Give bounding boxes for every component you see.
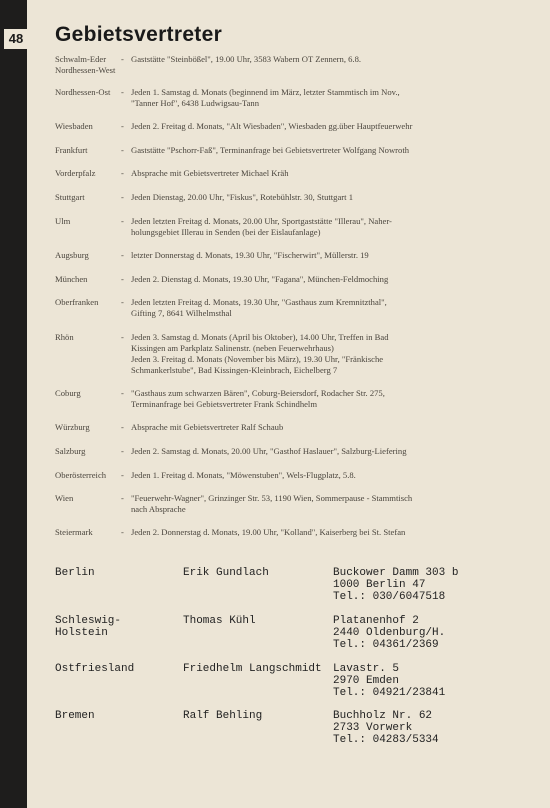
meeting-description: Absprache mit Gebietsvertreter Michael Kräh [131, 168, 289, 178]
meeting-dash: - [121, 216, 124, 226]
meeting-region: Oberfranken [55, 297, 99, 307]
contact-entry [55, 567, 545, 615]
contact-city: 2440 Oldenburg/H. [333, 627, 446, 639]
meeting-region: Stuttgart [55, 192, 85, 202]
contact-phone: Tel.: 04361/2369 [333, 639, 439, 651]
contact-address [333, 615, 445, 651]
meeting-row [55, 446, 543, 457]
meeting-description: Absprache mit Gebietsvertreter Ralf Schaub [131, 422, 284, 432]
meeting-row [55, 145, 543, 156]
contact-list [55, 567, 545, 758]
meeting-description: Gaststätte "Pschorr-Faß", Terminanfrage bei Gebietsvertreter Wolfgang Nowroth [131, 145, 409, 155]
meeting-region: Nordhessen-Ost [55, 87, 111, 97]
meeting-description: Gaststätte "Steinbößel", 19.00 Uhr, 3583 Wabern OT Zennern, 6.8. [131, 54, 362, 64]
meeting-region: Steiermark [55, 527, 93, 537]
contact-region: Ostfriesland [55, 663, 135, 675]
meeting-row [55, 250, 543, 261]
meeting-dash: - [121, 422, 124, 432]
meeting-region: Wiesbaden [55, 121, 93, 131]
meeting-description: Jeden 3. Samstag d. Monats (April bis Oktober), 14.00 Uhr, Treffen in Bad Kissingen am Parkplatz Salinenstr. (neben Feuerwehrhaus) Jeden 3. Freitag d. Monats (November bis März), 19.30 Uhr, "Fränkische Schmankerlstube", Bad Kissingen-Kleinbrach, Eichelberg 7 [131, 332, 389, 375]
meeting-dash: - [121, 527, 124, 537]
meeting-row [55, 216, 543, 238]
contact-entry [55, 615, 545, 663]
page-spine [0, 0, 27, 808]
meeting-description: Jeden 2. Samstag d. Monats, 20.00 Uhr, "Gasthof Haslauer", Salzburg-Liefering [131, 446, 407, 456]
contact-region: Bremen [55, 710, 95, 722]
meeting-row [55, 388, 543, 410]
contact-street: Buchholz Nr. 62 [333, 710, 433, 722]
meeting-region: Vorderpfalz [55, 168, 96, 178]
contact-phone: Tel.: 030/6047518 [333, 591, 446, 603]
contact-name: Thomas Kühl [183, 615, 256, 627]
meeting-row [55, 297, 543, 319]
meeting-region: Oberösterreich [55, 470, 107, 480]
meeting-dash: - [121, 121, 124, 131]
meeting-region: Frankfurt [55, 145, 88, 155]
meeting-dash: - [121, 470, 124, 480]
meeting-description: Jeden 1. Freitag d. Monats, "Möwenstuben", Wels-Flugplatz, 5.8. [131, 470, 356, 480]
meeting-list [55, 54, 543, 538]
meeting-row [55, 493, 543, 515]
meeting-region: Schwalm-Eder Nordhessen-West [55, 54, 116, 75]
meeting-dash: - [121, 493, 124, 503]
meeting-region: Coburg [55, 388, 81, 398]
contact-street: Buckower Damm 303 b [333, 567, 459, 579]
meeting-description: "Feuerwehr-Wagner", Grinzinger Str. 53, 1190 Wien, Sommerpause - Stammtisch nach Absprache [131, 493, 413, 514]
meeting-dash: - [121, 388, 124, 398]
contact-name: Erik Gundlach [183, 567, 269, 579]
meeting-dash: - [121, 168, 124, 178]
contact-street: Platanenhof 2 [333, 615, 419, 627]
meeting-row [55, 168, 543, 179]
meeting-region: München [55, 274, 88, 284]
meeting-row [55, 470, 543, 481]
contact-address [333, 663, 445, 699]
meeting-dash: - [121, 297, 124, 307]
page-title: Gebietsvertreter [55, 23, 223, 46]
contact-address [333, 567, 458, 603]
meeting-dash: - [121, 145, 124, 155]
meeting-region: Augsburg [55, 250, 89, 260]
meeting-dash: - [121, 446, 124, 456]
meeting-description: Jeden 2. Donnerstag d. Monats, 19.00 Uhr, "Kolland", Kaiserberg bei St. Stefan [131, 527, 406, 537]
meeting-description: Jeden 2. Freitag d. Monats, "Alt Wiesbaden", Wiesbaden gg.über Hauptfeuerwehr [131, 121, 413, 131]
meeting-description: Jeden letzten Freitag d. Monats, 19.30 Uhr, "Gasthaus zum Kremnitzthal", Gifting 7, 8641 Wilhelmsthal [131, 297, 387, 318]
meeting-region: Wien [55, 493, 74, 503]
meeting-row [55, 274, 543, 285]
meeting-row [55, 54, 543, 76]
meeting-region: Rhön [55, 332, 74, 342]
meeting-row [55, 332, 543, 376]
meeting-region: Salzburg [55, 446, 86, 456]
contact-entry [55, 663, 545, 710]
meeting-region: Ulm [55, 216, 71, 226]
meeting-description: Jeden Dienstag, 20.00 Uhr, "Fiskus", Rotebühlstr. 30, Stuttgart 1 [131, 192, 353, 202]
meeting-row [55, 121, 543, 132]
meeting-dash: - [121, 87, 124, 97]
contact-entry [55, 710, 545, 758]
meeting-description: "Gasthaus zum schwarzen Bären", Coburg-Beiersdorf, Rodacher Str. 275, Terminanfrage bei Gebietsvertreter Frank Schindhelm [131, 388, 385, 409]
meeting-dash: - [121, 274, 124, 284]
contact-city: 2970 Emden [333, 675, 400, 687]
contact-street: Lavastr. 5 [333, 663, 400, 675]
meeting-row [55, 527, 543, 538]
contact-city: 2733 Vorwerk [333, 722, 413, 734]
page-number: 48 [4, 29, 28, 49]
meeting-region: Würzburg [55, 422, 90, 432]
meeting-description: Jeden 1. Samstag d. Monats (beginnend im März, letzter Stammtisch im Nov., "Tanner Hof", 6438 Ludwigsau-Tann [131, 87, 400, 108]
meeting-description: letzter Donnerstag d. Monats, 19.30 Uhr, "Fischerwirt", Müllerstr. 19 [131, 250, 369, 260]
contact-region: Schleswig- Holstein [55, 615, 122, 639]
meeting-dash: - [121, 192, 124, 202]
meeting-row [55, 87, 543, 109]
meeting-row [55, 422, 543, 433]
contact-city: 1000 Berlin 47 [333, 579, 426, 591]
meeting-row [55, 192, 543, 203]
contact-name: Ralf Behling [183, 710, 263, 722]
contact-name: Friedhelm Langschmidt [183, 663, 322, 675]
meeting-dash: - [121, 54, 124, 64]
contact-phone: Tel.: 04921/23841 [333, 687, 446, 699]
contact-region: Berlin [55, 567, 95, 579]
meeting-description: Jeden 2. Dienstag d. Monats, 19.30 Uhr, "Fagana", München-Feldmoching [131, 274, 389, 284]
contact-phone: Tel.: 04283/5334 [333, 734, 439, 746]
meeting-dash: - [121, 250, 124, 260]
meeting-dash: - [121, 332, 124, 342]
contact-address [333, 710, 439, 746]
meeting-description: Jeden letzten Freitag d. Monats, 20.00 Uhr, Sportgaststätte "Illerau", Naher- holungsgebiet Illerau in Senden (bei der Eislaufanlage) [131, 216, 392, 237]
